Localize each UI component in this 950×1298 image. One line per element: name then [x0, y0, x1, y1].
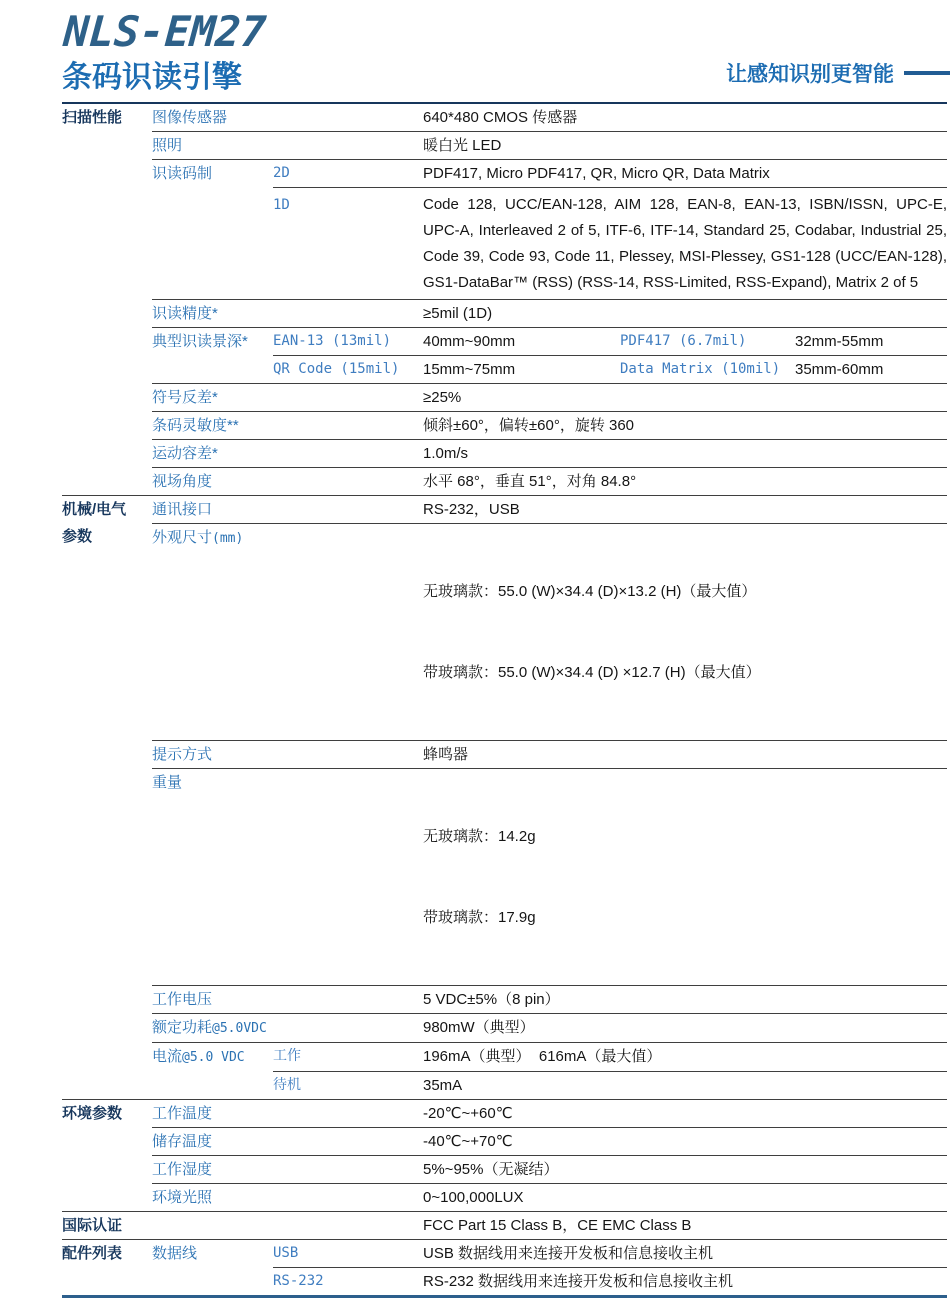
weight-with-glass: 带玻璃款：17.9g: [423, 909, 536, 926]
spec-sub-dof-qr: QR Code (15mil): [273, 361, 400, 377]
row-certification: [62, 1212, 947, 1239]
dimensions-no-glass: 无玻璃款：55.0 (W)×34.4 (D)×13.2 (H)（最大值）: [423, 583, 757, 600]
spec-label-storage-temp: 储存温度: [152, 1133, 213, 1150]
section-label-cert: 国际认证: [62, 1217, 123, 1234]
spec-value-cable-rs232: RS-232 数据线用来连接开发板和信息接收主机: [423, 1273, 734, 1290]
spec-label-contrast: 符号反差*: [152, 389, 218, 406]
spec-value-interface: RS-232，USB: [423, 501, 520, 518]
spec-label-precision: 识读精度*: [152, 305, 218, 322]
section-label-acc: 配件列表: [62, 1245, 123, 1262]
spec-value-symbology-2d: PDF417, Micro PDF417, QR, Micro QR, Data Matrix: [423, 165, 770, 182]
spec-label-fov: 视场角度: [152, 473, 213, 490]
spec-value-dof-pdf417: 32mm-55mm: [795, 333, 884, 350]
row-humidity: [62, 1156, 947, 1183]
spec-label-voltage: 工作电压: [152, 991, 213, 1008]
row-cable-rs232: [62, 1268, 947, 1295]
spec-label-sensor: 图像传感器: [152, 109, 228, 126]
page-title: 条码识读引擎: [62, 61, 242, 94]
row-symbology-2d: [62, 160, 947, 187]
spec-value-storage-temp: -40℃~+70℃: [423, 1133, 513, 1150]
row-fov: [62, 468, 947, 495]
spec-label-power: 额定功耗@5.0VDC: [152, 1019, 267, 1036]
spec-value-dof-ean13: 40mm~90mm: [423, 333, 516, 350]
row-current-standby: [62, 1072, 947, 1099]
spec-value-precision: ≥5mil (1D): [423, 305, 493, 322]
spec-sub-dof-ean13: EAN-13 (13mil): [273, 333, 392, 349]
spec-sub-current-active: 工作: [273, 1048, 301, 1064]
row-motion: [62, 440, 947, 467]
weight-no-glass: 无玻璃款：14.2g: [423, 828, 536, 845]
row-contrast: [62, 384, 947, 411]
row-cable-usb: [62, 1240, 947, 1267]
row-illumination: [62, 132, 947, 159]
row-dof-1: [62, 328, 947, 355]
spec-value-current-active: 196mA（典型） 616mA（最大值）: [423, 1048, 662, 1065]
spec-sub-dof-datamatrix: Data Matrix (10mil): [620, 361, 781, 377]
spec-value-dimensions: [423, 524, 947, 740]
spec-label-dof: 典型识读景深*: [152, 333, 248, 350]
spec-value-weight: [423, 769, 947, 985]
spec-value-cable-usb: USB 数据线用来连接开发板和信息接收主机: [423, 1245, 714, 1262]
header: [0, 8, 950, 96]
spec-value-dof-datamatrix: 35mm-60mm: [795, 361, 884, 378]
spec-label-indication: 提示方式: [152, 746, 213, 763]
spec-value-power: 980mW（典型）: [423, 1019, 535, 1036]
row-ambient-light: [62, 1184, 947, 1211]
row-voltage: [62, 986, 947, 1013]
product-model-logo: NLS-EM27: [62, 7, 268, 56]
spec-label-humidity: 工作湿度: [152, 1161, 213, 1178]
row-storage-temp: [62, 1128, 947, 1155]
row-indication: [62, 741, 947, 768]
spec-label-motion: 运动容差*: [152, 445, 218, 462]
dimensions-unit: (mm): [212, 531, 244, 546]
spec-sub-2d: 2D: [273, 165, 290, 181]
spec-sub-cable-rs232: RS-232: [273, 1273, 324, 1289]
dimensions-with-glass: 带玻璃款：55.0 (W)×34.4 (D) ×12.7 (H)（最大值）: [423, 664, 761, 681]
section-label-mech-line2: 参数: [62, 528, 93, 545]
row-weight: [62, 769, 947, 985]
slogan-wrap: [726, 58, 950, 96]
spec-value-op-temp: -20℃~+60℃: [423, 1105, 513, 1122]
spec-value-symbology-1d: Code 128, UCC/EAN-128, AIM 128, EAN-8, EAN-13, ISBN/ISSN, UPC-E, UPC-A, Interleaved 2 of 5, ITF-6, ITF-14, Standard 25, Codabar, Industrial 25, Code 39, Code 93, Code 11, Plessey, MSI-Plessey, GS1-128 (UCC/EAN-128), GS1-DataBar™ (RSS) (RSS-14, RSS-Limited, RSS-Expand), Matrix 2 of 5: [423, 196, 947, 291]
row-dof-2: [62, 356, 947, 383]
spec-sub-1d: 1D: [273, 197, 290, 213]
spec-label-interface: 通讯接口: [152, 501, 213, 518]
row-symbology-1d: [62, 188, 947, 299]
spec-label-sensitivity: 条码灵敏度**: [152, 417, 239, 434]
section-label-mech-line1: 机械/电气: [62, 501, 127, 518]
spec-value-certification: FCC Part 15 Class B，CE EMC Class B: [423, 1217, 692, 1234]
spec-sub-dof-pdf417: PDF417 (6.7mil): [620, 333, 747, 349]
spec-value-sensitivity: 倾斜±60°，偏转±60°，旋转 360: [423, 417, 635, 434]
spec-sub-cable-usb: USB: [273, 1245, 299, 1261]
row-current-active: [62, 1043, 947, 1071]
spec-label-symbology: 识读码制: [152, 165, 213, 182]
spec-value-humidity: 5%~95%（无凝结）: [423, 1161, 559, 1178]
slogan-text: 让感知识别更智能: [726, 63, 894, 86]
spec-value-voltage: 5 VDC±5%（8 pin）: [423, 991, 560, 1008]
row-dimensions: [62, 524, 947, 740]
spec-value-contrast: ≥25%: [423, 389, 462, 406]
spec-value-fov: 水平 68°，垂直 51°，对角 84.8°: [423, 473, 637, 490]
spec-value-illumination: 暖白光 LED: [423, 137, 502, 154]
row-power: [62, 1014, 947, 1042]
slogan-dash-line: [904, 71, 950, 75]
spec-label-dimensions: 外观尺寸(mm): [152, 529, 244, 546]
spec-value-sensor: 640*480 CMOS 传感器: [423, 109, 578, 126]
spec-label-ambient-light: 环境光照: [152, 1189, 213, 1206]
section-label-scan: 扫描性能: [62, 109, 123, 126]
datasheet-page: [0, 7, 950, 1290]
row-sensor: [62, 104, 947, 131]
row-op-temp: [62, 1100, 947, 1127]
power-unit: @5.0VDC: [212, 1021, 267, 1036]
spec-label-weight: 重量: [152, 774, 183, 791]
spec-value-dof-qr: 15mm~75mm: [423, 361, 516, 378]
row-precision: [62, 300, 947, 327]
spec-value-ambient-light: 0~100,000LUX: [423, 1189, 524, 1206]
spec-sub-current-standby: 待机: [273, 1077, 301, 1093]
spec-label-current: 电流@5.0 VDC: [152, 1048, 245, 1065]
spec-label-op-temp: 工作温度: [152, 1105, 213, 1122]
row-sensitivity: [62, 412, 947, 439]
spec-value-motion: 1.0m/s: [423, 445, 469, 462]
section-label-env: 环境参数: [62, 1105, 123, 1122]
current-unit: @5.0 VDC: [182, 1050, 245, 1065]
spec-table: [62, 102, 947, 1298]
title-row: [62, 58, 950, 96]
spec-value-current-standby: 35mA: [423, 1077, 463, 1094]
spec-value-indication: 蜂鸣器: [423, 746, 469, 763]
spec-label-illumination: 照明: [152, 137, 183, 154]
spec-label-cable: 数据线: [152, 1245, 198, 1262]
section-label-mech: [62, 496, 152, 545]
